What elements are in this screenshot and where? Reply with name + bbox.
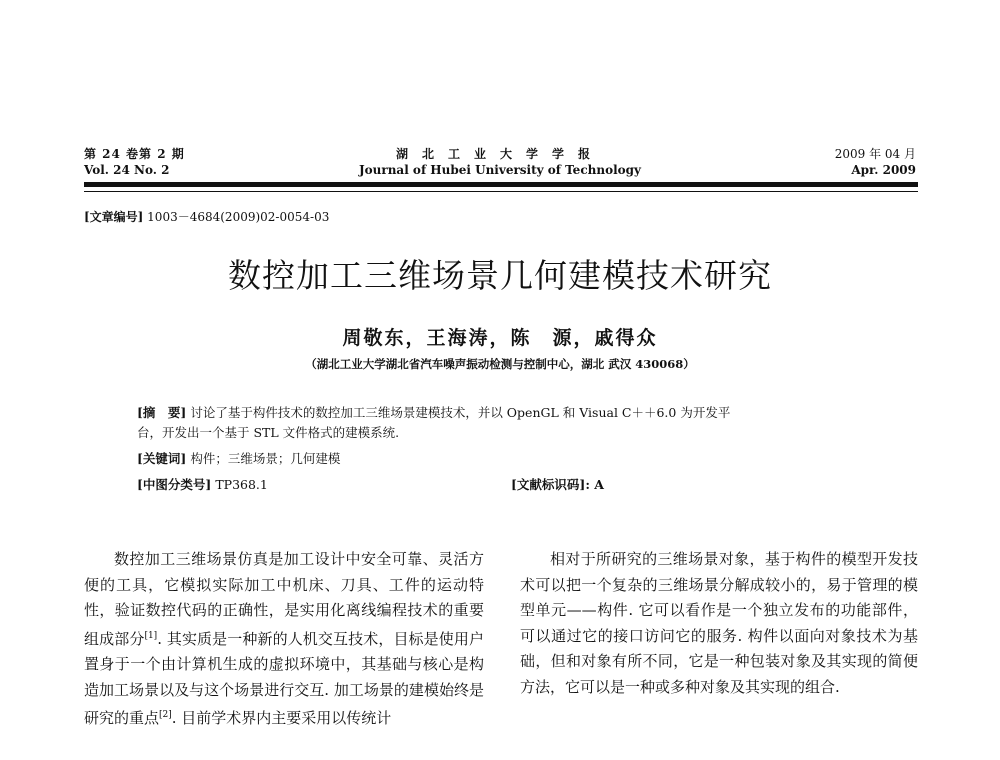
article-number-label: [文章编号] bbox=[84, 210, 144, 224]
classification-label: [中图分类号] bbox=[137, 477, 212, 492]
journal-name-cn: 湖北工业大学学报 bbox=[395, 147, 604, 161]
body-text: . 目前学术界内主要采用以传统计 bbox=[171, 709, 392, 727]
document-code-value: : A bbox=[585, 477, 605, 492]
issue-date-en: Apr. 2009 bbox=[851, 163, 916, 177]
volume-issue-cn: 第 24 卷第 2 期 bbox=[84, 147, 185, 161]
header-rule-thick bbox=[84, 182, 918, 187]
document-code-label: [文献标识码] bbox=[511, 477, 586, 492]
body-text: 数控加工三维场景仿真是加工设计中安全可靠、灵活方便的工具，它模拟实际加工中机床、刀具、工件的运动特性，验证数控代码的正确性，是实用化离线编程技术的重要组成部分 bbox=[84, 550, 484, 648]
issue-date-cn: 2009 年 04 月 bbox=[834, 147, 916, 161]
body-column-left bbox=[84, 547, 484, 732]
keywords-value: 构件；三维场景；几何建模 bbox=[186, 451, 341, 466]
journal-name-en: Journal of Hubei University of Technology bbox=[358, 163, 642, 177]
citation-ref: [2] bbox=[159, 710, 172, 720]
volume-issue-en: Vol. 24 No. 2 bbox=[84, 163, 170, 177]
abstract-label: [摘 要] bbox=[137, 405, 187, 420]
abstract-line-2: 台，开发出一个基于 STL 文件格式的建模系统. bbox=[137, 425, 400, 440]
abstract-text-1: 讨论了基于构件技术的数控加工三维场景建模技术，并以 OpenGL 和 Visual C＋＋6.0 为开发平 bbox=[186, 405, 731, 420]
document-code bbox=[511, 475, 604, 495]
citation-ref: [1] bbox=[144, 630, 158, 641]
classification-value: TP368.1 bbox=[211, 477, 268, 492]
header-rule-thin bbox=[84, 191, 918, 192]
body-paragraph: 相对于所研究的三维场景对象，基于构件的模型开发技术可以把一个复杂的三维场景分解成较小的，易于管理的模型单元——构件. 它可以看作是一个独立发布的功能部件，可以通过它的接口访问它的服务. 构件以面向对象技术为基础，但和对象有所不同，它是一种包装对象及其实现的简便方法，它可以是一种或多种对象及其实现的组合. bbox=[520, 550, 918, 696]
article-number bbox=[84, 208, 329, 225]
author-affiliation: （湖北工业大学湖北省汽车噪声振动检测与控制中心，湖北 武汉 430068） bbox=[305, 357, 695, 371]
body-text: . 其实质是一种新的人机交互技术，目标是使用户置身于一个由计算机生成的虚拟环境中，其基础与核心是构造加工场景以及与这个场景进行交互. 加工场景的建模始终是研究的重点 bbox=[84, 629, 484, 727]
body-paragraph bbox=[84, 547, 484, 732]
abstract-line-1 bbox=[137, 403, 877, 423]
body-column-right bbox=[520, 547, 918, 700]
keywords-label: [关键词] bbox=[137, 451, 187, 466]
classification-number bbox=[137, 475, 268, 495]
keywords bbox=[137, 449, 340, 469]
paper-title: 数控加工三维场景几何建模技术研究 bbox=[228, 256, 772, 295]
article-number-value: 1003－4684(2009)02-0054-03 bbox=[143, 210, 330, 224]
author-list: 周敬东，王海涛，陈 源，戚得众 bbox=[342, 327, 658, 349]
